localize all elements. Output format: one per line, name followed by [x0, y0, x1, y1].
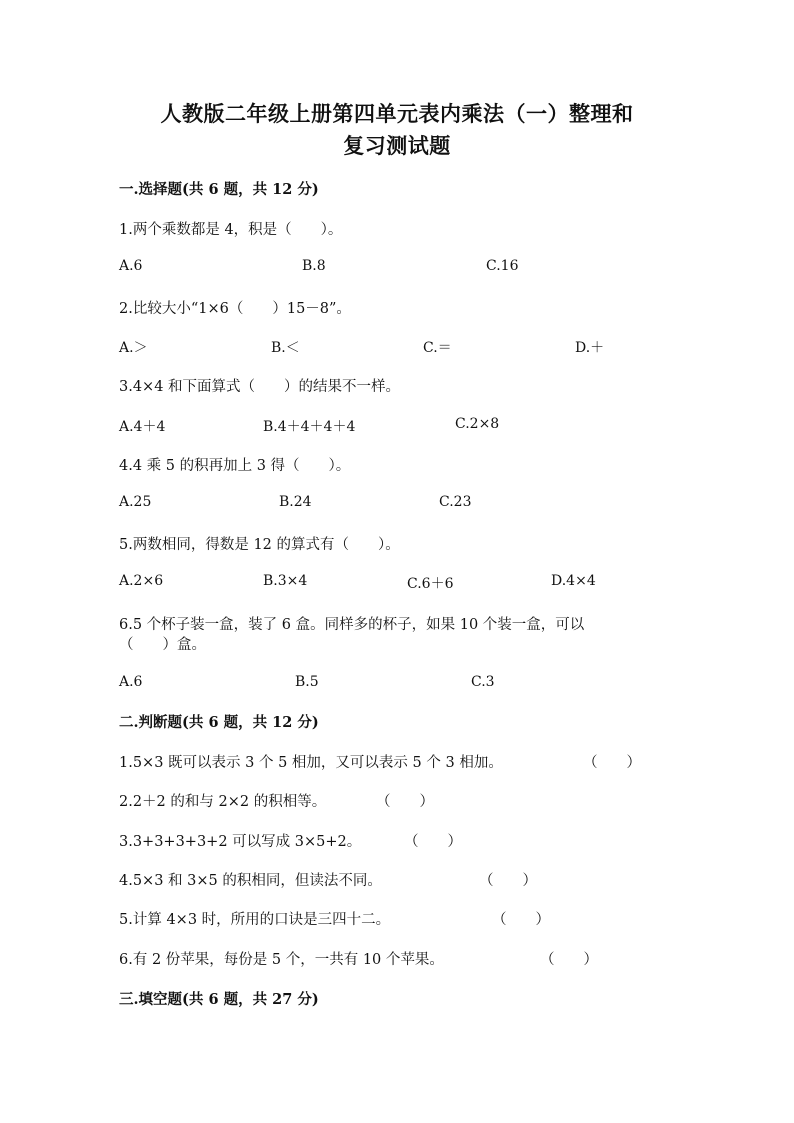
answer-blank-2: （ ）	[376, 794, 434, 810]
option-1c: C.16	[486, 258, 519, 274]
option-3c: C.2×8	[455, 416, 500, 432]
option-5c: C.6＋6	[407, 576, 454, 592]
option-6a: A.6	[119, 674, 143, 690]
question-3: 3.4×4 和下面算式（ ）的结果不一样。	[119, 379, 401, 395]
title-line-1: 人教版二年级上册第四单元表内乘法（一）整理和	[160, 101, 634, 126]
option-2b: B.＜	[271, 340, 300, 356]
option-1a: A.6	[119, 258, 143, 274]
option-2d: D.＋	[575, 340, 605, 356]
option-5b: B.3×4	[263, 573, 308, 589]
title-line-2: 复习测试题	[343, 133, 451, 158]
option-2c: C.＝	[423, 340, 452, 356]
section-heading-fill: 三.填空题(共 6 题，共 27 分)	[119, 991, 319, 1008]
section-heading-choice: 一.选择题(共 6 题，共 12 分)	[119, 181, 319, 198]
option-3b: B.4＋4＋4＋4	[263, 419, 356, 435]
answer-blank-3: （ ）	[404, 834, 462, 850]
option-4b: B.24	[279, 494, 312, 510]
judge-item-6: 6.有 2 份苹果，每份是 5 个，一共有 10 个苹果。	[119, 952, 444, 968]
option-6c: C.3	[471, 674, 495, 690]
judge-item-2: 2.2＋2 的和与 2×2 的积相等。	[119, 794, 327, 810]
option-5d: D.4×4	[551, 573, 596, 589]
option-2a: A.＞	[119, 340, 148, 356]
question-5: 5.两数相同，得数是 12 的算式有（ ）。	[119, 537, 400, 553]
answer-blank-1: （ ）	[583, 755, 641, 771]
option-5a: A.2×6	[119, 573, 164, 589]
judge-item-4: 4.5×3 和 3×5 的积相同，但读法不同。	[119, 873, 382, 889]
section-heading-judge: 二.判断题(共 6 题，共 12 分)	[119, 714, 319, 731]
option-4c: C.23	[439, 494, 472, 510]
judge-item-3: 3.3+3+3+3+2 可以写成 3×5+2。	[119, 834, 362, 850]
question-6: 6.5 个杯子装一盒，装了 6 盒。同样多的杯子，如果 10 个装一盒，可以	[119, 617, 585, 633]
answer-blank-5: （ ）	[492, 912, 550, 928]
question-2: 2.比较大小“1×6（ ）15－8”。	[119, 301, 351, 317]
option-6b: B.5	[295, 674, 319, 690]
judge-item-5: 5.计算 4×3 时，所用的口诀是三四十二。	[119, 912, 391, 928]
question-1: 1.两个乘数都是 4，积是（ ）。	[119, 222, 343, 238]
option-4a: A.25	[119, 494, 152, 510]
answer-blank-6: （ ）	[540, 952, 598, 968]
judge-item-1: 1.5×3 既可以表示 3 个 5 相加，又可以表示 5 个 3 相加。	[119, 755, 503, 771]
question-6-cont: （ ）盒。	[119, 637, 206, 653]
option-3a: A.4＋4	[119, 419, 166, 435]
question-4: 4.4 乘 5 的积再加上 3 得（ ）。	[119, 458, 351, 474]
answer-blank-4: （ ）	[479, 873, 537, 889]
option-1b: B.8	[302, 258, 326, 274]
